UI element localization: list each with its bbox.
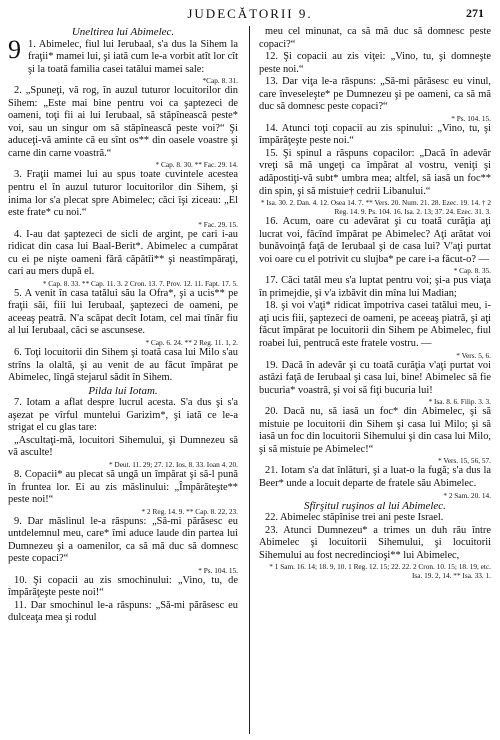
cross-reference: * Fac. 29. 15. (198, 219, 238, 229)
cross-reference: * 2 Sam. 20. 14. (443, 490, 491, 500)
cross-reference: * Cap. 6. 24. ** 2 Reg. 11. 1, 2. (145, 338, 238, 348)
verse-paragraph: 5. A venit în casa tatălui său la Ofra*, şi a ucis** pe fraţii săi, fiii lui Ierubaal, şaptezeci de oameni, pe aceeaş peatră. N'a scăpat decît Iotam, cel mai tînăr fiu al lui Ierubaal, căci se ascunsese. (8, 287, 238, 337)
cross-reference: * Isa. 30. 2. Dan. 4. 12. Osea 14. 7. ** Vers. 20. Num. 21. 28. Ezec. 19. 14. † 2 Reg. 14. 9. Ps. 104. 16. Isa. 2. 13; 37. 24. Ezec. 31. 3. (260, 198, 491, 217)
verse-paragraph: 19. Dacă în adevăr şi cu toată curăţia v'aţi purtat voi astăzi faţă de Ierubaal şi casa lui, bine! Abimelec să fie bucuria* voastră, şi voi să fiţi bucuria lui! (259, 359, 491, 396)
chapter-number: 9 (8, 34, 21, 64)
cross-reference: * Cap. 8. 33. ** Cap. 11. 3. 2 Cron. 13. 7. Prov. 12. 11. Fapt. 17. 5. (42, 278, 238, 288)
column-divider (249, 26, 250, 734)
page-number: 271 (466, 6, 484, 20)
verse-paragraph: 6. Toţi locuitorii din Sihem şi toată casa lui Milo s'au strîns la olaltă, şi au venit de au făcut împărat pe Abimelec, lîngă stejarul sădit în Sihem. (8, 347, 238, 384)
verse-paragraph: 2. „Spuneţi, vă rog, în auzul tuturor locuitorilor din Sihem: „Este mai bine pentru voi ca şaptezeci de oameni, toţi fii ai lui Ierubaal, să stăpînească peste* voi, sau un singur om să stăpînească peste voi?“ Şi aduceţi-vă aminte că eu sînt os** din oasele voastre şi carne din carne voastră.“ (8, 85, 238, 159)
cross-reference: * 2 Reg. 14. 9. ** Cap. 8. 22, 23. (141, 506, 238, 516)
verse-paragraph: „Ascultaţi-mă, locuitori Sihemului, şi Dumnezeu să vă asculte! (8, 434, 238, 459)
verse-paragraph: 8. Copacii* au plecat să ungă un împărat şi să-l pună în fruntea lor. Ei au zis măslinului: „Împărăteşte** peste noi!“ (8, 468, 238, 506)
verse-paragraph: 9. Dar măslinul le-a răspuns: „Să-mi părăsesc eu untdelemnul meu, care* îmi aduce laude din partea lui Dumnezeu şi a oamenilor, ca să mă duc să domnesc peste copaci?“ (8, 515, 238, 565)
page-header (0, 6, 500, 26)
verse-paragraph: 10. Şi copacii au zis smochinului: „Vino, tu, de împărăţeşte peste noi!“ (8, 574, 238, 599)
verse-paragraph: 23. Atunci Dumnezeu* a trimes un duh rău între Abimelec şi locuitorii Sihemului, şi locuitorii Sihemului au fost necredincioşi** lui Abimelec, (259, 524, 491, 561)
right-column (259, 26, 491, 580)
cross-reference: * Isa. 8. 6. Filip. 3. 3. (428, 397, 491, 407)
cross-reference: * Deut. 11. 29; 27. 12. Ios. 8. 33. Ioan 4. 20. (108, 459, 238, 469)
verse-paragraph: 4. I-au dat şaptezeci de sicli de argint, pe cari i-au ridicat din casa lui Baal-Berit*. Abimelec a cumpărat cu ei pe nişte oameni fără căpătîi** şi neastîmpăraţi, cari au mers după el. (8, 228, 238, 278)
verse-paragraph: meu cel minunat, ca să mă duc să domnesc peste copaci?“ (259, 26, 491, 50)
cross-reference: * 1 Sam. 16. 14; 18. 9, 10. 1 Reg. 12. 15; 22. 22. 2 Cron. 10. 15; 18. 19, etc. Isa. 19. 2, 14. ** Isa. 33. 1. (269, 562, 491, 581)
verse-paragraph: 7. Iotam a aflat despre lucrul acesta. S'a dus şi s'a aşezat pe vîrful muntelui Garizim*, şi iată ce le-a strigat el cu glas tare: (8, 397, 238, 434)
verse-paragraph: 17. Căci tatăl meu s'a luptat pentru voi; şi-a pus viaţa în primejdie, şi v'a izbăvit din mîna lui Madian; (259, 275, 491, 299)
verse-paragraph: 14. Atunci toţi copacii au zis spinului: „Vino, tu, şi împărăţeşte peste noi.“ (259, 122, 491, 147)
verse-paragraph: 15. Şi spinul a răspuns copacilor: „Dacă în adevăr vreţi să mă ungeţi ca împărat al vostru, veniţi şi adăpostiţi-vă subt* umbra mea; altfel, să iasă un foc** din spin, şi să mistuie† cedrii Libanului.“ (259, 147, 491, 197)
cross-reference: * Ps. 104. 15. (451, 113, 491, 123)
section-heading: Uneltirea lui Abimelec. (71, 26, 175, 38)
running-head: JUDECĂTORII 9. (187, 6, 313, 21)
cross-reference: * Vers. 15, 56, 57. (438, 456, 491, 466)
verse-paragraph (8, 34, 238, 77)
cross-reference: * Vers. 5, 6. (456, 350, 491, 360)
cross-reference: *Cap. 8. 31. (202, 76, 238, 86)
verse-paragraph: 3. Fraţii mamei lui au spus toate cuvintele acestea pentru el în auzul tuturor locuitorilor din Sihem, şi inima lor s'a plecat spre Abimelec; căci îşi ziceau: „El este frate* cu noi.“ (8, 169, 238, 219)
verse-text: 1. Abimelec, fiul lui Ierubaal, s'a dus la Sihem la fraţii* mamei lui, şi iată cum le-a vorbit atît lor cît şi la toată familia casei tatălui mamei sale: (28, 38, 238, 75)
verse-paragraph: 16. Acum, oare cu adevărat şi cu toată curăţia aţi lucrat voi, făcînd împărat pe Abimelec? Aţi arătat voi bunăvoinţă faţă de Ierubaal şi de casa lui? V'aţi purtat voi oare cu el potrivit cu slujba* pe care i-a făcut-o? — (259, 216, 491, 265)
verse-paragraph: 21. Iotam s'a dat înlături, şi a luat-o la fugă; s'a dus la Beer* unde a locuit departe de fratele său Abimelec. (259, 465, 491, 489)
cross-reference: * Cap. 8. 30. ** Fac. 29. 14. (155, 160, 238, 170)
verse-paragraph: 11. Dar smochinul le-a răspuns: „Să-mi părăsesc eu dulceaţa mea şi rodul (8, 599, 238, 624)
verse-paragraph: 22. Abimelec stăpînise trei ani peste Israel. (265, 512, 444, 524)
verse-paragraph: 20. Dacă nu, să iasă un foc* din Abimelec, şi să mistuie pe locuitorii din Sihem şi casa lui Milo; şi să iasă un foc din locuitorii Sihemului şi din casa lui Milo, şi să mistuie pe Abimelec!“ (259, 406, 491, 455)
cross-reference: * Ps. 104. 15. (198, 565, 238, 575)
section-heading: Sfîrşitul ruşinos al lui Abimelec. (304, 499, 446, 512)
section-heading: Pilda lui Iotam. (88, 384, 158, 397)
left-column (8, 26, 238, 625)
verse-paragraph: 12. Şi copacii au zis viţei: „Vino, tu, şi domneşte peste noi.“ (259, 51, 491, 75)
cross-reference: * Cap. 8. 35. (453, 266, 491, 276)
verse-paragraph: 13. Dar viţa le-a răspuns: „Să-mi părăsesc eu vinul, care înveseleşte* pe Dumnezeu şi pe oameni, ca să mă duc să domnesc peste copaci?“ (259, 76, 491, 113)
verse-paragraph: 18. şi voi v'aţi* ridicat împotriva casei tatălui meu, i-aţi ucis fiii, şaptezeci de oameni, pe aceeaş piatră, şi aţi făcut împărat pe locuitorii din Sihem pe Abimelec, fiul roabei lui, pentrucă este fratele vostru. — (259, 300, 491, 350)
